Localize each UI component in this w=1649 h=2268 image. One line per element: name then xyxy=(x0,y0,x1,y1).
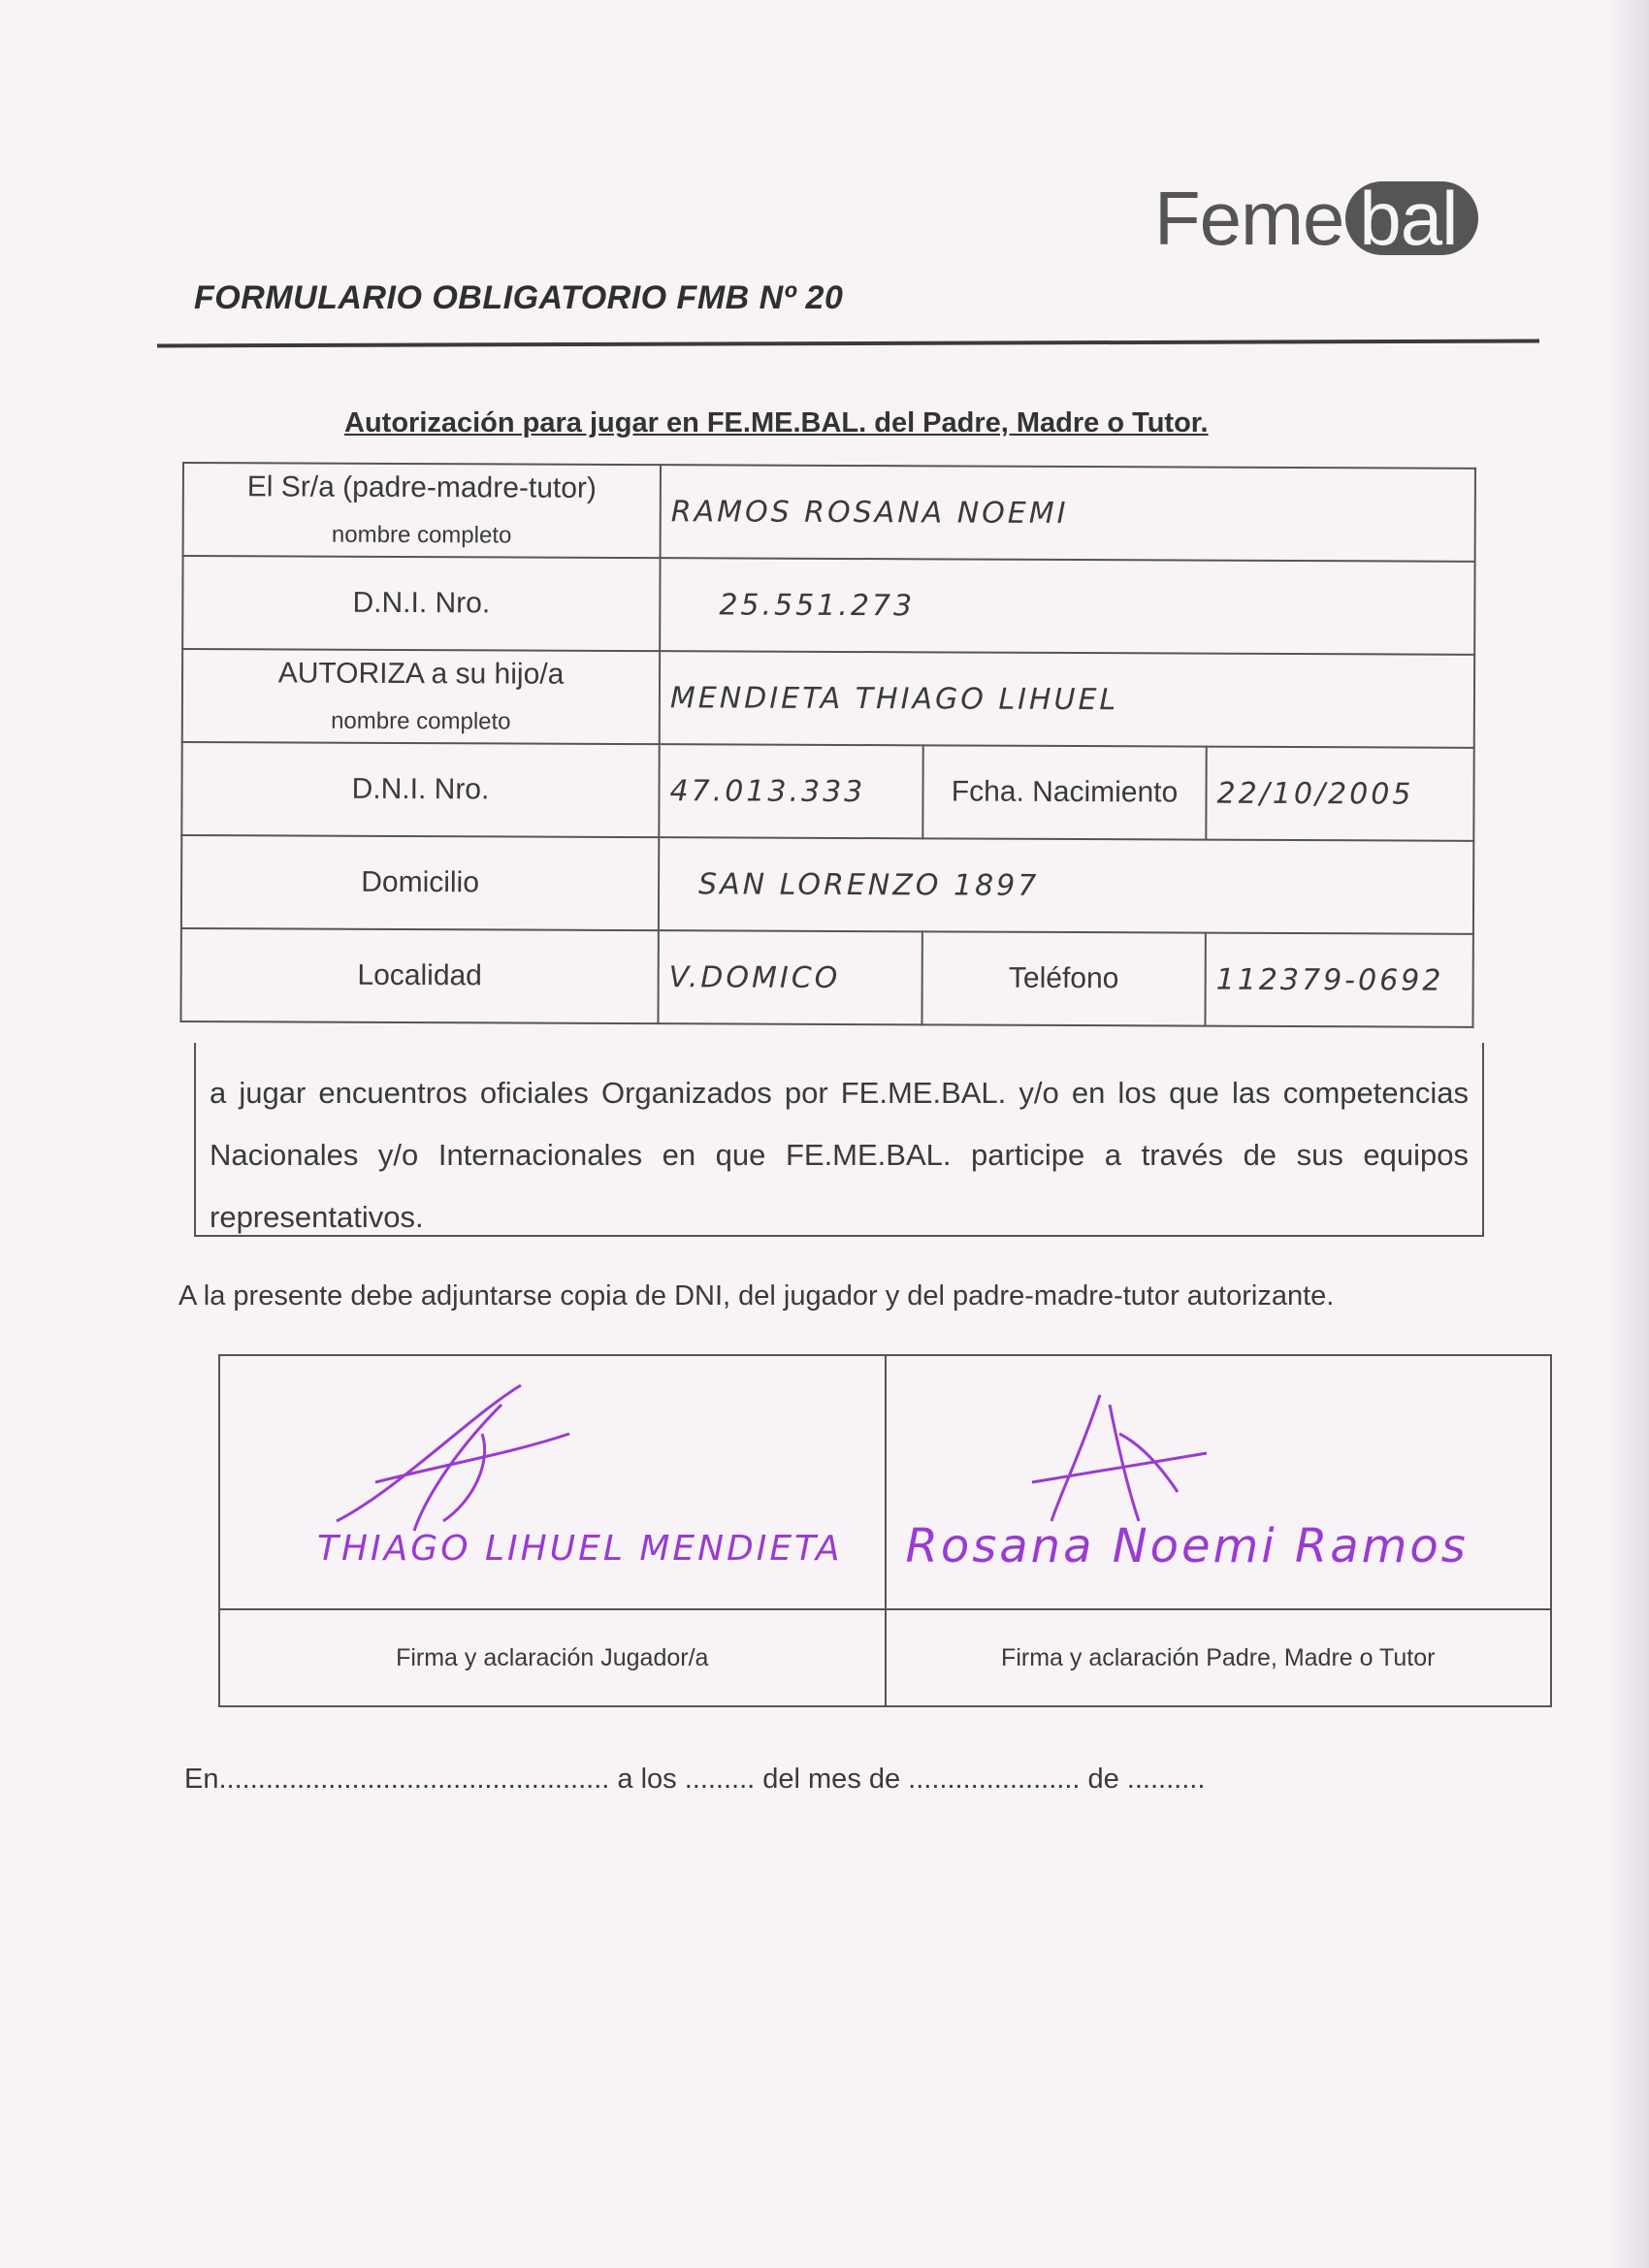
player-printed-name: THIAGO LIHUEL MENDIETA xyxy=(317,1529,843,1569)
parent-signature-label: Firma y aclaración Padre, Madre o Tutor xyxy=(886,1609,1552,1706)
femebal-logo xyxy=(1154,175,1478,262)
locality-row xyxy=(180,928,1472,1027)
child-label: AUTORIZA a su hijo/a xyxy=(277,657,565,691)
parent-name-field[interactable]: RAMOS ROSANA NOEMI xyxy=(661,465,1475,562)
birth-date-label: Fcha. Nacimiento xyxy=(922,745,1206,839)
attachment-note: A la presente debe adjuntarse copia de DNI, del jugador y del padre-madre-tutor autorizante. xyxy=(178,1280,1335,1312)
child-label-cell xyxy=(182,649,660,744)
authorization-table xyxy=(179,462,1476,1028)
parent-label-cell xyxy=(183,463,661,558)
parent-dni-row xyxy=(182,556,1474,655)
parent-signature-box[interactable] xyxy=(886,1355,1552,1609)
form-subtitle: Autorización para jugar en FE.ME.BAL. del Padre, Madre o Tutor. xyxy=(344,407,1209,438)
parent-sublabel: nombre completo xyxy=(331,521,512,549)
logo-prefix: Feme xyxy=(1154,175,1344,261)
address-label: Domicilio xyxy=(181,835,659,930)
parent-dni-field[interactable]: 25.551.273 xyxy=(660,558,1474,655)
logo-pill: bal xyxy=(1345,181,1478,255)
child-sublabel: nombre completo xyxy=(331,707,511,735)
parent-label: El Sr/a (padre-madre-tutor) xyxy=(246,470,598,504)
date-line[interactable]: En.................................................. a los ......... del mes de ...................... de .......... xyxy=(184,1764,1206,1795)
child-dni-field[interactable]: 47.013.333 xyxy=(659,744,922,838)
address-field[interactable]: SAN LORENZO 1897 xyxy=(659,837,1473,934)
player-signature-scribble-icon xyxy=(278,1376,589,1550)
locality-field[interactable]: V.DOMICO xyxy=(658,930,922,1024)
player-signature-label: Firma y aclaración Jugador/a xyxy=(219,1609,886,1706)
parent-name-row xyxy=(183,463,1475,562)
birth-date-field[interactable]: 22/10/2005 xyxy=(1206,747,1473,841)
phone-label: Teléfono xyxy=(922,931,1205,1025)
title-rule xyxy=(157,340,1539,348)
page-edge-shadow xyxy=(1610,0,1649,2268)
player-signature-box[interactable] xyxy=(219,1355,886,1609)
child-dni-row xyxy=(181,742,1473,841)
locality-label: Localidad xyxy=(180,928,658,1023)
signature-table xyxy=(218,1354,1552,1707)
child-name-field[interactable]: MENDIETA THIAGO LIHUEL xyxy=(660,651,1474,748)
address-row xyxy=(181,835,1473,934)
child-name-row xyxy=(182,649,1474,748)
authorization-paragraph: a jugar encuentros oficiales Organizados por FE.ME.BAL. y/o en los que las competencias Nacionales y/o Internacionales en que FE.ME.BAL. participe a través de sus equipos representativos. xyxy=(194,1043,1484,1237)
parent-dni-label: D.N.I. Nro. xyxy=(182,556,660,651)
child-dni-label: D.N.I. Nro. xyxy=(181,742,659,837)
form-title: FORMULARIO OBLIGATORIO FMB Nº 20 xyxy=(194,279,844,316)
phone-field[interactable]: 112379-0692 xyxy=(1205,933,1472,1027)
parent-printed-name: Rosana Noemi Ramos xyxy=(905,1519,1469,1573)
